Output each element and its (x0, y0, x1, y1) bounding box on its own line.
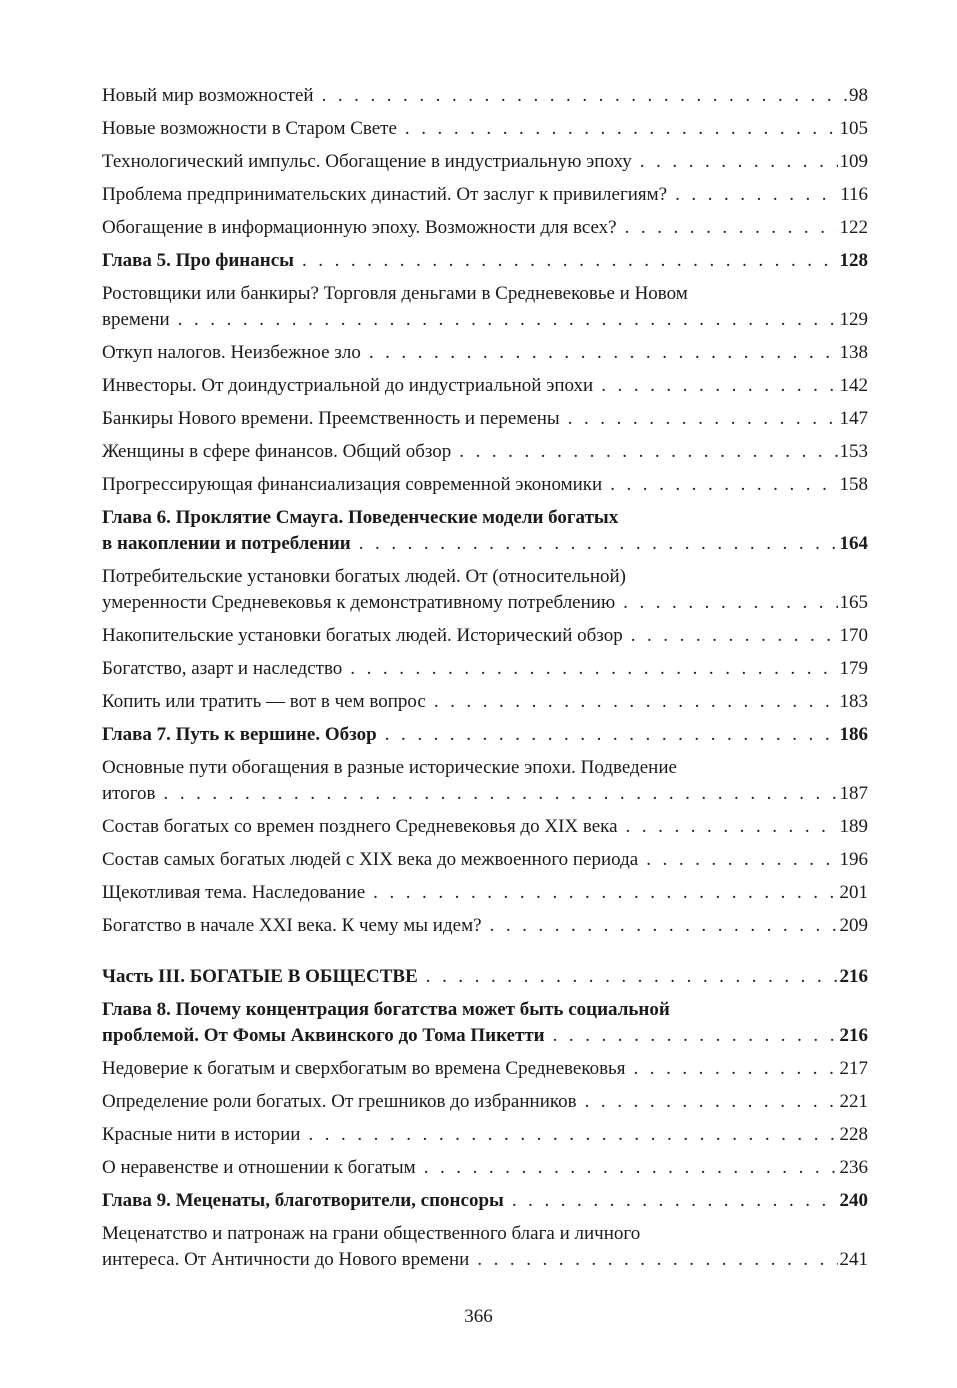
toc-entry (102, 880, 868, 906)
toc-entry-title: Откуп налогов. Неизбежное зло (102, 342, 361, 363)
toc-page-number: 170 (839, 625, 868, 646)
toc-entry-title: Женщины в сфере финансов. Общий обзор (102, 441, 452, 462)
toc-page-number: 147 (839, 408, 868, 429)
dot-leader (359, 531, 838, 557)
toc-entry (102, 1221, 868, 1273)
toc-entry-title-line: Глава 6. Проклятие Смауга. Поведенческие модели богатых (102, 507, 619, 528)
toc-entry-title: Часть III. БОГАТЫЕ В ОБЩЕСТВЕ (102, 966, 418, 987)
toc-entry (102, 1155, 868, 1181)
toc-page-number: 240 (839, 1190, 868, 1211)
toc-page-number: 187 (839, 783, 868, 804)
dot-leader (626, 814, 838, 840)
toc-chapter-entry (102, 1188, 868, 1214)
toc-chapter-entry (102, 248, 868, 274)
toc-entry-title-line: Основные пути обогащения в разные исторические эпохи. Подведение (102, 757, 677, 778)
toc-entry (102, 1056, 868, 1082)
toc-chapter-entry (102, 997, 868, 1049)
dot-leader (302, 248, 838, 274)
toc-entry-title: Щекотливая тема. Наследование (102, 882, 366, 903)
toc-entry-title: интереса. От Античности до Нового времени (102, 1249, 470, 1270)
dot-leader (553, 1023, 838, 1049)
toc-page-number: 179 (839, 658, 868, 679)
toc-entry-title: Инвесторы. От доиндустриальной до индустриальной эпохи (102, 375, 594, 396)
toc-page-number: 209 (839, 915, 868, 936)
toc-entry-title: Проблема предпринимательских династий. От заслуг к привилегиям? (102, 184, 668, 205)
toc-page-number: 228 (839, 1124, 868, 1145)
dot-leader (373, 880, 837, 906)
dot-leader (426, 964, 838, 990)
dot-leader (568, 406, 838, 432)
toc-page-number: 158 (839, 474, 868, 495)
toc-entry (102, 340, 868, 366)
toc-entry-title: времени (102, 309, 170, 330)
toc-page-number: 236 (839, 1157, 868, 1178)
toc-entry-title: Недоверие к богатым и сверхбогатым во времена Средневековья (102, 1058, 626, 1079)
dot-leader (350, 656, 837, 682)
toc-entry (102, 281, 868, 333)
toc-entry-title: итогов (102, 783, 156, 804)
toc-entry-title-line: Глава 8. Почему концентрация богатства может быть социальной (102, 999, 670, 1020)
toc-entry (102, 182, 868, 208)
toc-page-number: 241 (839, 1249, 868, 1270)
toc-part-heading (102, 964, 868, 990)
toc-page-number: 164 (839, 533, 868, 554)
dot-leader (322, 83, 847, 109)
toc-entry (102, 373, 868, 399)
toc-entry (102, 149, 868, 175)
toc-page-number: 142 (839, 375, 868, 396)
toc-entry (102, 847, 868, 873)
toc-page-number: 129 (839, 309, 868, 330)
toc-entry-title: Богатство в начале XXI века. К чему мы идем? (102, 915, 482, 936)
toc-entry-title: Копить или тратить — вот в чем вопрос (102, 691, 426, 712)
dot-leader (477, 1247, 837, 1273)
toc-entry (102, 406, 868, 432)
toc-entry-title: в накоплении и потреблении (102, 533, 351, 554)
dot-leader (308, 1122, 837, 1148)
toc-entry-title: Определение роли богатых. От грешников до избранников (102, 1091, 577, 1112)
toc-page-number: 138 (839, 342, 868, 363)
dot-leader (459, 439, 837, 465)
toc-entry-title: Глава 5. Про финансы (102, 250, 294, 271)
toc-entry-title: проблемой. От Фомы Аквинского до Тома Пикетти (102, 1025, 545, 1046)
toc-page-number: 122 (839, 217, 868, 238)
toc-entry (102, 116, 868, 142)
dot-leader (405, 116, 838, 142)
dot-leader (646, 847, 837, 873)
toc-entry-title-line: Потребительские установки богатых людей. От (относительной) (102, 566, 627, 587)
toc-entry (102, 913, 868, 939)
dot-leader (490, 913, 838, 939)
toc-entry (102, 83, 868, 109)
toc-entry-title: Банкиры Нового времени. Преемственность и перемены (102, 408, 560, 429)
toc-page-number: 196 (839, 849, 868, 870)
page-number: 366 (464, 1306, 493, 1327)
toc-page-number: 98 (849, 85, 868, 106)
dot-leader (434, 689, 838, 715)
dot-leader (625, 215, 838, 241)
toc-entry (102, 814, 868, 840)
dot-leader (369, 340, 838, 366)
dot-leader (164, 781, 838, 807)
toc-entry (102, 755, 868, 807)
toc-entry (102, 689, 868, 715)
dot-leader (610, 472, 837, 498)
toc-entry-title: Состав самых богатых людей с XIX века до межвоенного периода (102, 849, 639, 870)
dot-leader (640, 149, 838, 175)
toc-entry-title: Глава 9. Меценаты, благотворители, спонсоры (102, 1190, 504, 1211)
toc-entry (102, 623, 868, 649)
toc-entry (102, 1122, 868, 1148)
toc-entry-title: Состав богатых со времен позднего Средневековья до XIX века (102, 816, 618, 837)
toc-page-number: 216 (839, 1025, 868, 1046)
dot-leader (178, 307, 838, 333)
dot-leader (385, 722, 838, 748)
toc-page-number: 189 (839, 816, 868, 837)
toc-chapter-entry (102, 505, 868, 557)
dot-leader (631, 623, 838, 649)
toc-entry-title: Красные нити в истории (102, 1124, 301, 1145)
toc-entry (102, 564, 868, 616)
toc-entry (102, 1089, 868, 1115)
dot-leader (601, 373, 837, 399)
table-of-contents (102, 83, 868, 1280)
dot-leader (424, 1155, 838, 1181)
toc-entry-title: Новый мир возможностей (102, 85, 314, 106)
toc-entry (102, 656, 868, 682)
dot-leader (633, 1056, 837, 1082)
toc-page-number: 217 (839, 1058, 868, 1079)
toc-entry-title: умеренности Средневековья к демонстративному потреблению (102, 592, 616, 613)
toc-entry-title: Технологический импульс. Обогащение в индустриальную эпоху (102, 151, 632, 172)
toc-chapter-entry (102, 722, 868, 748)
toc-page-number: 186 (839, 724, 868, 745)
toc-page-number: 109 (839, 151, 868, 172)
toc-entry-title: Новые возможности в Старом Свете (102, 118, 397, 139)
toc-entry-title: Богатство, азарт и наследство (102, 658, 343, 679)
toc-page-number: 128 (839, 250, 868, 271)
toc-page-number: 183 (839, 691, 868, 712)
toc-entry-title: Прогрессирующая финансиализация современной экономики (102, 474, 603, 495)
dot-leader (585, 1089, 838, 1115)
toc-entry-title: О неравенстве и отношении к богатым (102, 1157, 416, 1178)
toc-page-number: 105 (839, 118, 868, 139)
dot-leader (623, 590, 837, 616)
toc-entry-title-line: Меценатство и патронаж на грани общественного блага и личного (102, 1223, 641, 1244)
toc-page-number: 165 (839, 592, 868, 613)
toc-page-number: 153 (839, 441, 868, 462)
toc-entry-title-line: Ростовщики или банкиры? Торговля деньгами в Средневековье и Новом (102, 283, 688, 304)
toc-entry (102, 439, 868, 465)
toc-entry-title: Глава 7. Путь к вершине. Обзор (102, 724, 377, 745)
dot-leader (512, 1188, 838, 1214)
toc-page-number: 221 (839, 1091, 868, 1112)
toc-entry-title: Накопительские установки богатых людей. Исторический обзор (102, 625, 623, 646)
toc-entry (102, 472, 868, 498)
dot-leader (675, 182, 838, 208)
toc-entry (102, 215, 868, 241)
toc-page-number: 116 (840, 184, 868, 205)
toc-page-number: 201 (839, 882, 868, 903)
toc-page-number: 216 (839, 966, 868, 987)
toc-entry-title: Обогащение в информационную эпоху. Возможности для всех? (102, 217, 617, 238)
